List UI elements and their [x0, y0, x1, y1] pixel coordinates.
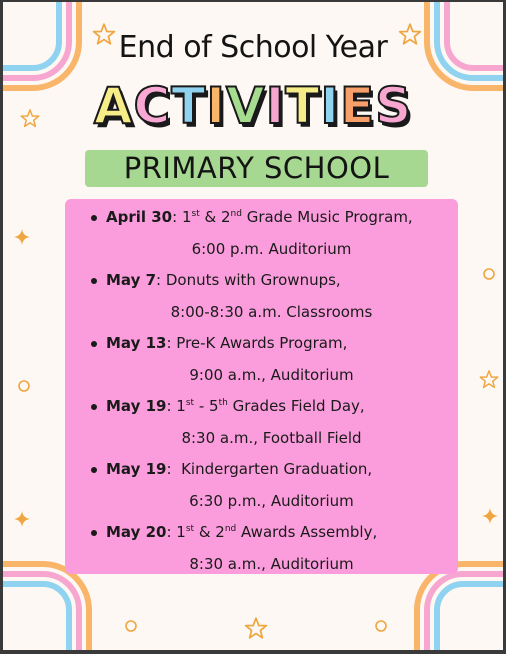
event-title-line — [65, 202, 458, 233]
event-description: Awards Assembly, — [236, 523, 378, 541]
circle-icon — [374, 619, 388, 633]
event-description: 1 — [176, 523, 186, 541]
star-icon — [243, 616, 269, 642]
event-description: Kindergarten Graduation, — [181, 460, 373, 478]
school-banner — [85, 150, 428, 187]
event-separator: : — [172, 208, 182, 226]
event-title-line — [65, 454, 458, 485]
event-separator: : — [166, 397, 177, 415]
event-description: st — [191, 209, 200, 219]
event-detail: 9:00 a.m., Auditorium — [189, 366, 354, 384]
event-date: May 13 — [106, 334, 167, 352]
event-title-line — [65, 265, 458, 296]
sparkle-icon — [13, 510, 31, 528]
event-separator: : — [166, 334, 177, 352]
event-date: May 19 — [106, 397, 167, 415]
event-detail: 8:30 a.m., Football Field — [181, 429, 362, 447]
event-item — [65, 517, 458, 580]
headline-letter: S — [375, 77, 413, 135]
circle-icon — [482, 267, 496, 281]
event-separator: : — [166, 523, 177, 541]
event-date: May 20 — [106, 523, 167, 541]
event-description: Grades Field Day, — [227, 397, 365, 415]
headline-letter: I — [265, 77, 286, 135]
event-detail: 6:00 p.m. Auditorium — [191, 240, 352, 258]
events-list — [65, 202, 458, 580]
banner-label: PRIMARY SCHOOL — [123, 151, 390, 185]
event-description: 1 — [181, 208, 192, 226]
circle-icon — [17, 379, 31, 393]
event-detail: 8:30 a.m., Auditorium — [189, 555, 354, 573]
event-description: Pre-K Awards Program, — [176, 334, 348, 352]
event-description: nd — [224, 524, 237, 534]
event-detail: 6:30 p.m., Auditorium — [189, 492, 354, 510]
event-item — [65, 454, 458, 517]
event-date: May 19 — [106, 460, 167, 478]
event-description: & 2 — [199, 208, 231, 226]
headline-letter: I — [320, 77, 340, 135]
activities-headline — [3, 76, 503, 136]
event-detail: 8:00-8:30 a.m. Classrooms — [170, 303, 373, 321]
headline-letter: T — [285, 77, 321, 135]
event-separator: : — [166, 460, 182, 478]
event-separator: : — [156, 271, 166, 289]
headline-letter: A — [93, 77, 134, 135]
headline-letter: E — [339, 77, 376, 135]
event-item — [65, 391, 458, 454]
event-description: th — [218, 398, 228, 408]
event-description: & 2 — [194, 523, 225, 541]
event-date: May 7 — [106, 271, 157, 289]
headline-letter: C — [133, 77, 172, 135]
event-item — [65, 328, 458, 391]
flyer-page — [3, 2, 503, 650]
event-title-line — [65, 517, 458, 548]
event-item — [65, 265, 458, 328]
event-description: 1 — [176, 397, 186, 415]
headline-letter: T — [171, 77, 207, 135]
headline-letter: V — [225, 77, 266, 135]
event-description: Donuts with Grownups, — [165, 271, 341, 289]
page-title: End of School Year — [118, 30, 388, 65]
event-description: Grade Music Program, — [241, 208, 413, 226]
circle-icon — [124, 619, 138, 633]
sparkle-icon — [13, 228, 31, 246]
event-title-line — [65, 391, 458, 422]
event-description: - 5 — [194, 397, 219, 415]
event-date: April 30 — [106, 208, 173, 226]
sparkle-icon — [481, 507, 499, 525]
event-item — [65, 202, 458, 265]
events-panel — [65, 199, 458, 574]
event-description: st — [185, 398, 195, 408]
headline-letter: I — [206, 77, 226, 135]
event-description: nd — [230, 209, 242, 219]
event-title-line — [65, 328, 458, 359]
event-description: st — [185, 524, 195, 534]
star-icon — [478, 369, 500, 391]
